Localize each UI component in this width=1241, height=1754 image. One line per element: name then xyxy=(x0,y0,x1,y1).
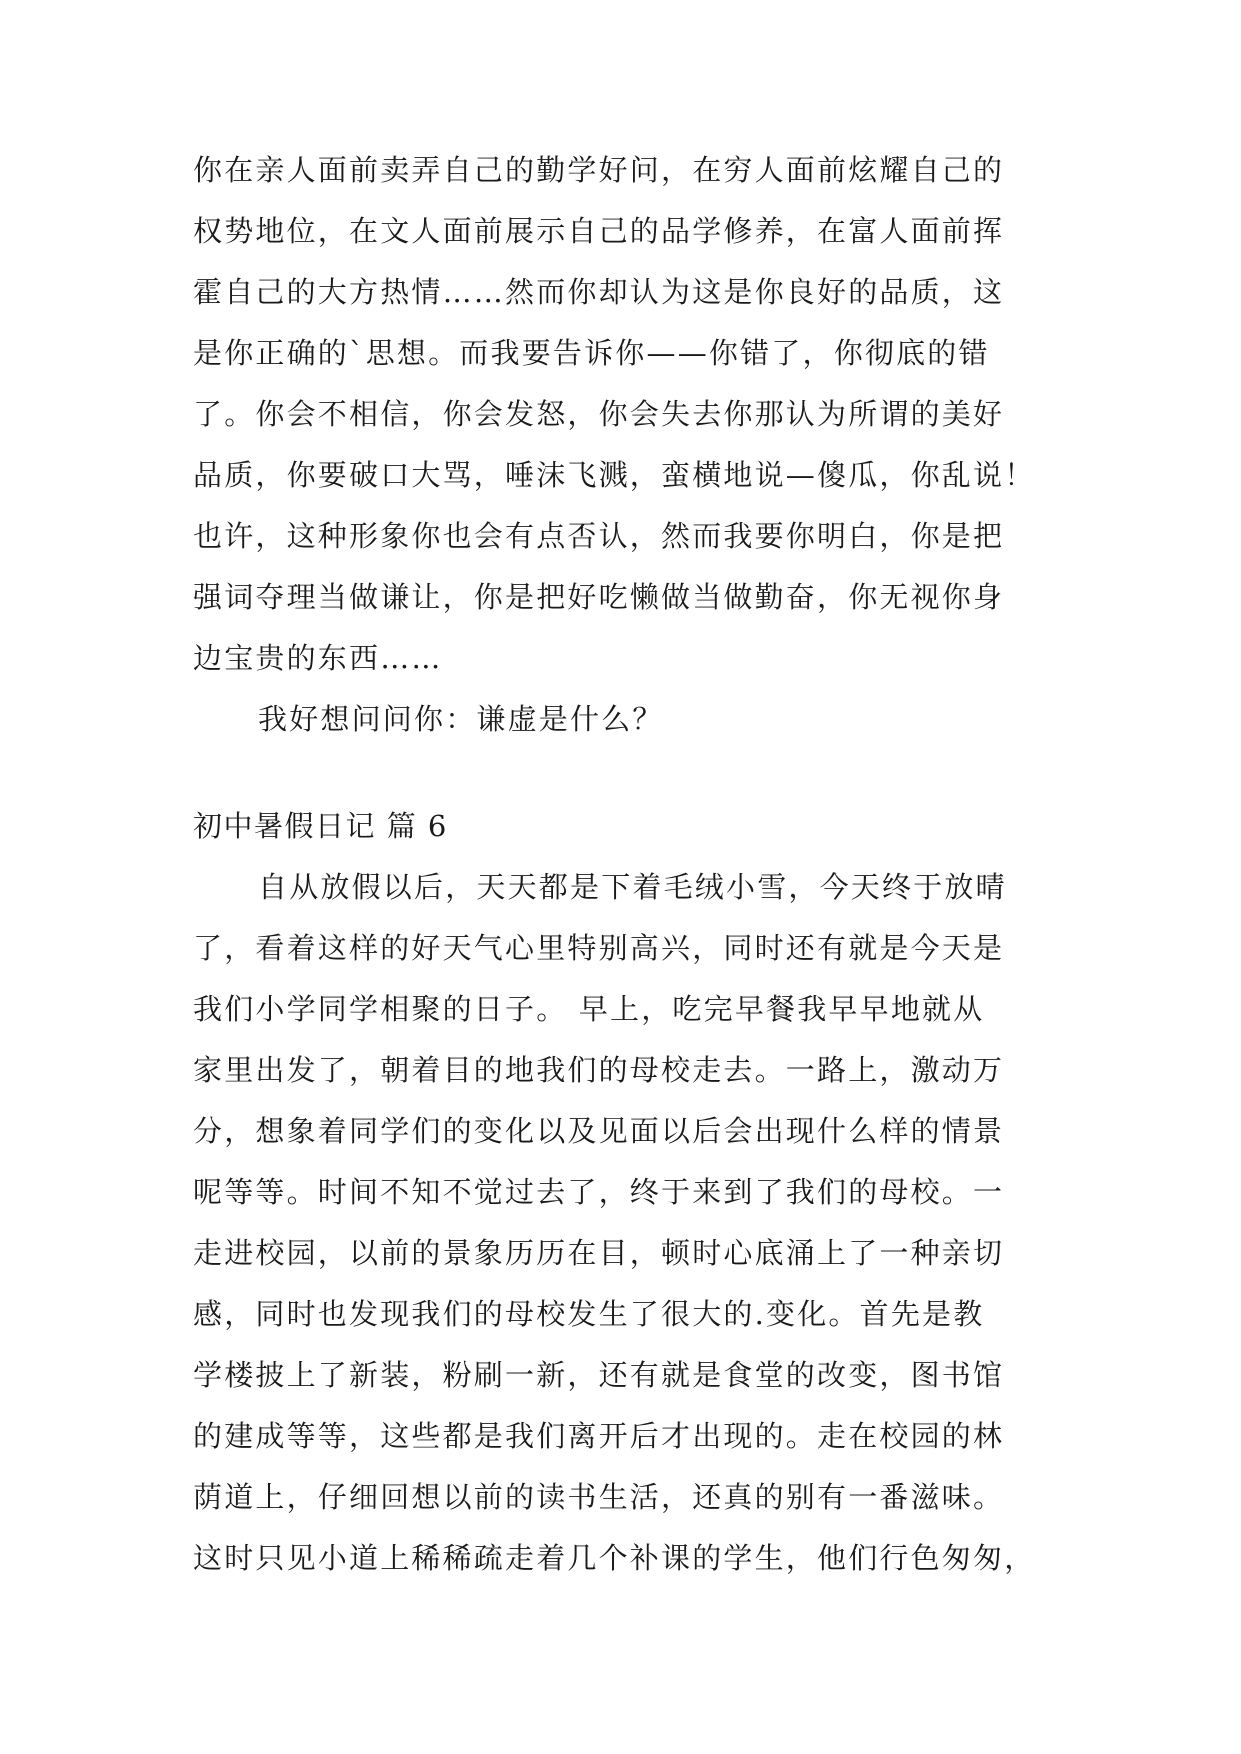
paragraph-line: 也许，这种形象你也会有点否认，然而我要你明白，你是把 xyxy=(193,519,1005,553)
paragraph-line: 家里出发了，朝着目的地我们的母校走去。一路上，激动万 xyxy=(193,1053,1005,1087)
section-heading: 初中暑假日记 篇 6 xyxy=(193,809,448,843)
closing-question: 我好想问问你：谦虚是什么？ xyxy=(258,702,664,736)
paragraph-line: 品质，你要破口大骂，唾沫飞溅，蛮横地说—傻瓜，你乱说！ xyxy=(193,458,1036,492)
paragraph-line: 强词夺理当做谦让，你是把好吃懒做当做勤奋，你无视你身 xyxy=(193,580,1005,614)
paragraph-line: 学楼披上了新装，粉刷一新，还有就是食堂的改变，图书馆 xyxy=(193,1358,1005,1392)
paragraph-line: 权势地位，在文人面前展示自己的品学修养，在富人面前挥 xyxy=(193,214,1005,248)
paragraph-line: 了，看着这样的好天气心里特别高兴，同时还有就是今天是 xyxy=(193,931,1005,965)
paragraph-line: 是你正确的`思想。而我要告诉你——你错了，你彻底的错 xyxy=(193,336,990,370)
paragraph-line: 荫道上，仔细回想以前的读书生活，还真的别有一番滋味。 xyxy=(193,1480,1005,1514)
paragraph-line: 了。你会不相信，你会发怒，你会失去你那认为所谓的美好 xyxy=(193,397,1005,431)
paragraph-line: 我们小学同学相聚的日子。 早上，吃完早餐我早早地就从 xyxy=(193,992,985,1026)
paragraph-line: 分，想象着同学们的变化以及见面以后会出现什么样的情景 xyxy=(193,1114,1005,1148)
paragraph-line: 呢等等。时间不知不觉过去了，终于来到了我们的母校。一 xyxy=(193,1175,1005,1209)
paragraph-line: 感，同时也发现我们的母校发生了很大的.变化。首先是教 xyxy=(193,1297,985,1331)
paragraph-line: 这时只见小道上稀稀疏走着几个补课的学生，他们行色匆匆， xyxy=(193,1541,1036,1575)
paragraph-line: 霍自己的大方热情……然而你却认为这是你良好的品质，这 xyxy=(193,275,1005,309)
paragraph-line: 自从放假以后，天天都是下着毛绒小雪，今天终于放晴 xyxy=(258,870,1007,904)
paragraph-line: 你在亲人面前卖弄自己的勤学好问，在穷人面前炫耀自己的 xyxy=(193,153,1005,187)
paragraph-line: 的建成等等，这些都是我们离开后才出现的。走在校园的林 xyxy=(193,1419,1005,1453)
paragraph-line: 走进校园，以前的景象历历在目，顿时心底涌上了一种亲切 xyxy=(193,1236,1005,1270)
paragraph-line: 边宝贵的东西…… xyxy=(193,641,443,675)
